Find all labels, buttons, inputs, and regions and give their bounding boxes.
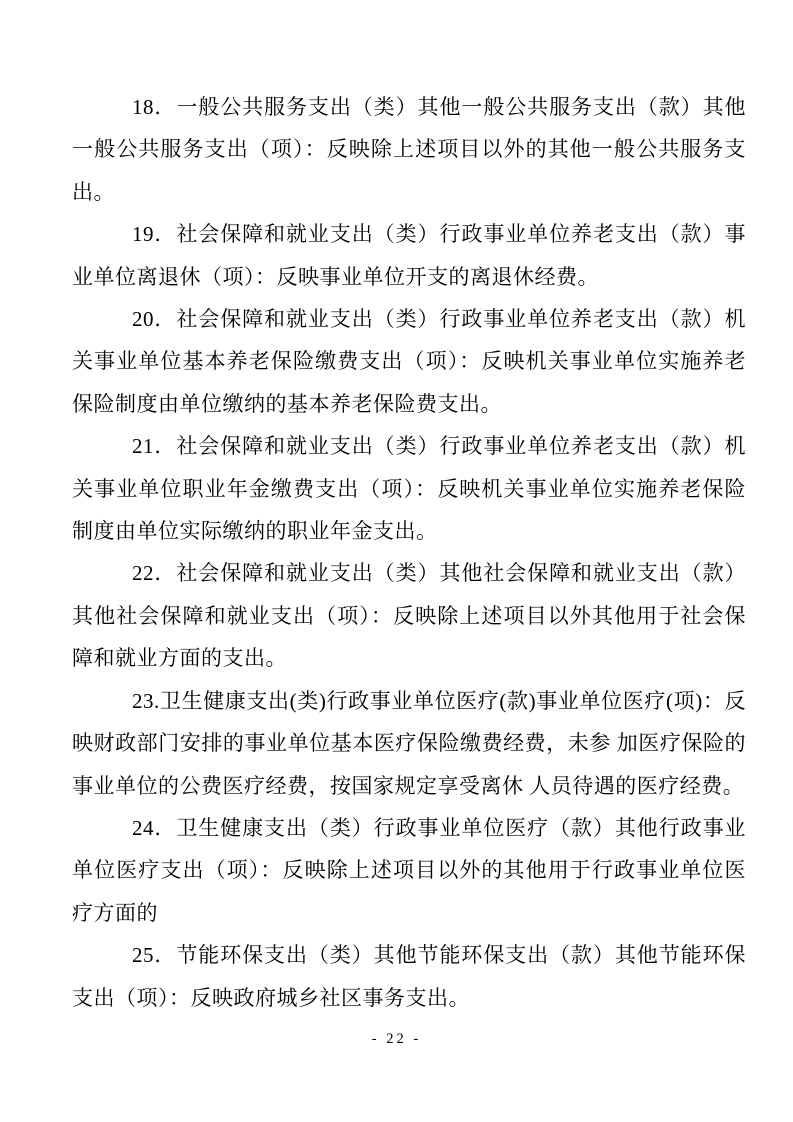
expense-item-20: 20．社会保障和就业支出（类）行政事业单位养老支出（款）机关事业单位基本养老保险缴费支出（项）：反映机关事业单位实施养老保险制度由单位缴纳的基本养老保险费支出。 (72, 307, 746, 416)
document-body (72, 86, 746, 1019)
expense-item-25: 25．节能环保支出（类）其他节能环保支出（款）其他节能环保支出（项）：反映政府城乡社区事务支出。 (72, 943, 746, 1010)
expense-item-23: 23.卫生健康支出(类)行政事业单位医疗(款)事业单位医疗(项)：反映财政部门安排的事业单位基本医疗保险缴费经费，未参 加医疗保险的事业单位的公费医疗经费，按国家规定享受离休 人员待遇的医疗经费。 (72, 688, 746, 798)
expense-item-19: 19．社会保障和就业支出（类）行政事业单位养老支出（款）事业单位离退休（项）：反映事业单位开支的离退休经费。 (72, 222, 746, 289)
expense-item-22: 22．社会保障和就业支出（类）其他社会保障和就业支出（款）其他社会保障和就业支出（项）：反映除上述项目以外其他用于社会保障和就业方面的支出。 (72, 561, 746, 671)
page-number: - 22 - (371, 1031, 422, 1047)
expense-item-21: 21．社会保障和就业支出（类）行政事业单位养老支出（款）机关事业单位职业年金缴费支出（项）：反映机关事业单位实施养老保险制度由单位实际缴纳的职业年金支出。 (72, 434, 746, 544)
expense-item-24: 24．卫生健康支出（类）行政事业单位医疗（款）其他行政事业单位医疗支出（项）：反映除上述项目以外的其他用于行政事业单位医疗方面的 (72, 815, 746, 925)
expense-item-18: 18．一般公共服务支出（类）其他一般公共服务支出（款）其他一般公共服务支出（项）：反映除上述项目以外的其他一般公共服务支出。 (72, 95, 746, 204)
